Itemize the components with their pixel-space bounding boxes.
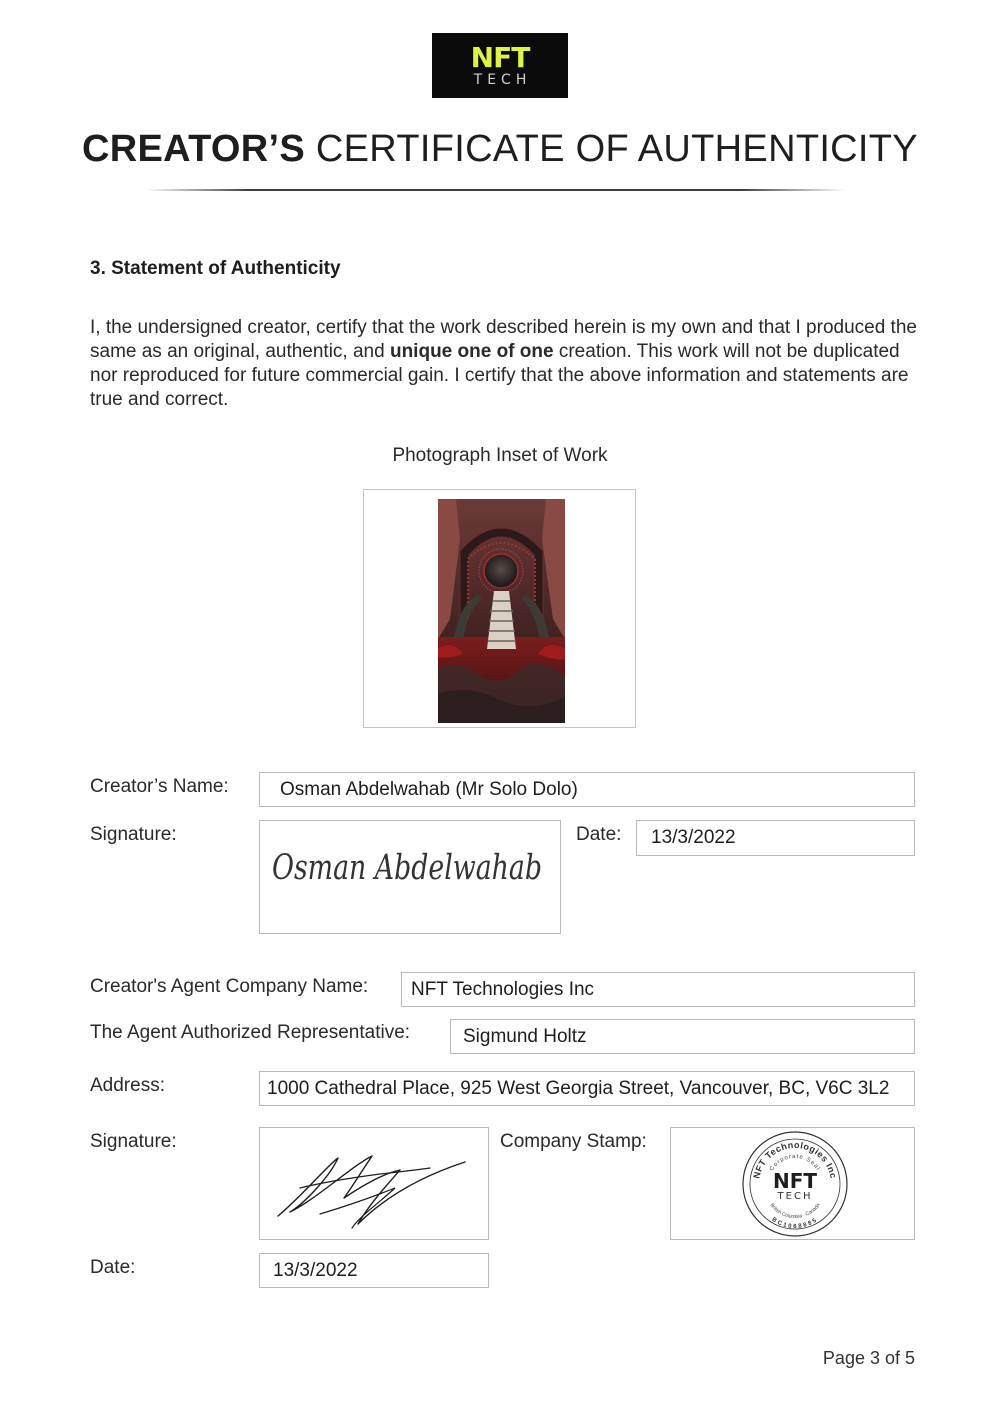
section-heading: 3. Statement of Authenticity [90, 258, 341, 279]
stamp-sub-text: TECH [777, 1191, 813, 1202]
stamp-ring-inner: Corporate Seal [769, 1153, 822, 1173]
inset-caption: Photograph Inset of Work [392, 445, 608, 466]
agent-rep-value: Sigmund Holtz [463, 1025, 587, 1047]
stamp-ring-bottom: British Columbia · Canada [768, 1202, 822, 1221]
company-stamp-box [670, 1127, 915, 1240]
artwork-image [438, 499, 565, 723]
svg-text:British Columbia · Canada [769, 1202, 822, 1220]
agent-address-label: Address: [90, 1075, 165, 1096]
agent-company-field[interactable] [401, 972, 915, 1007]
statement-paragraph [90, 316, 920, 412]
creator-name-field[interactable] [259, 772, 915, 807]
page-number: Page 3 of 5 [822, 1348, 915, 1368]
company-stamp-label: Company Stamp: [500, 1131, 647, 1152]
agent-signature-box[interactable] [259, 1127, 489, 1240]
agent-address-field[interactable] [259, 1071, 915, 1106]
creator-date-value: 13/3/2022 [651, 827, 736, 848]
stamp-main-text: NFT [772, 1169, 818, 1193]
statement-before: I, the undersigned creator, certify that the work described herein is my own and that I produced the same as an original, authentic, and [90, 317, 917, 362]
page-title [0, 128, 1000, 171]
agent-company-value: NFT Technologies Inc [411, 978, 595, 1000]
agent-date-label: Date: [90, 1257, 136, 1278]
statement-after: creation. This work will not be duplicated nor reproduced for future commercial gain. I certify that the above information and statements are true and correct. [90, 341, 909, 410]
creator-signature-box[interactable] [259, 820, 561, 934]
creator-signature-image [260, 821, 560, 933]
title-rest: CERTIFICATE OF AUTHENTICITY [305, 128, 918, 170]
agent-address-value: 1000 Cathedral Place, 925 West Georgia Street, Vancouver, BC, V6C 3L2 [267, 1077, 890, 1099]
agent-date-value: 13/3/2022 [273, 1259, 358, 1281]
agent-rep-field[interactable] [450, 1019, 915, 1054]
title-bold: CREATOR’S [82, 128, 306, 170]
company-stamp-seal [671, 1128, 914, 1239]
creator-date-label: Date: [576, 824, 622, 845]
creator-signature-label: Signature: [90, 824, 177, 845]
stamp-ring-top: NFT Technologies Inc [751, 1139, 839, 1180]
agent-date-field[interactable] [259, 1253, 489, 1288]
logo-main-text: NFT [470, 40, 530, 74]
statement-bold: unique one of one [389, 341, 554, 362]
agent-signature-image [260, 1128, 488, 1239]
stamp-ring-number: BC1068885 [770, 1216, 820, 1231]
agent-rep-label: The Agent Authorized Representative: [90, 1022, 411, 1043]
creator-name-value: Osman Abdelwahab (Mr Solo Dolo) [280, 778, 578, 800]
nft-tech-logo [432, 33, 568, 98]
title-divider [145, 189, 845, 191]
agent-signature-label: Signature: [90, 1131, 177, 1152]
creator-date-field[interactable] [636, 820, 915, 856]
creator-name-label: Creator’s Name: [90, 776, 229, 797]
agent-company-label: Creator's Agent Company Name: [90, 976, 369, 997]
logo-sub-text: TECH [473, 71, 532, 88]
creator-signature-text: Osman Abdelwahab [272, 848, 542, 888]
